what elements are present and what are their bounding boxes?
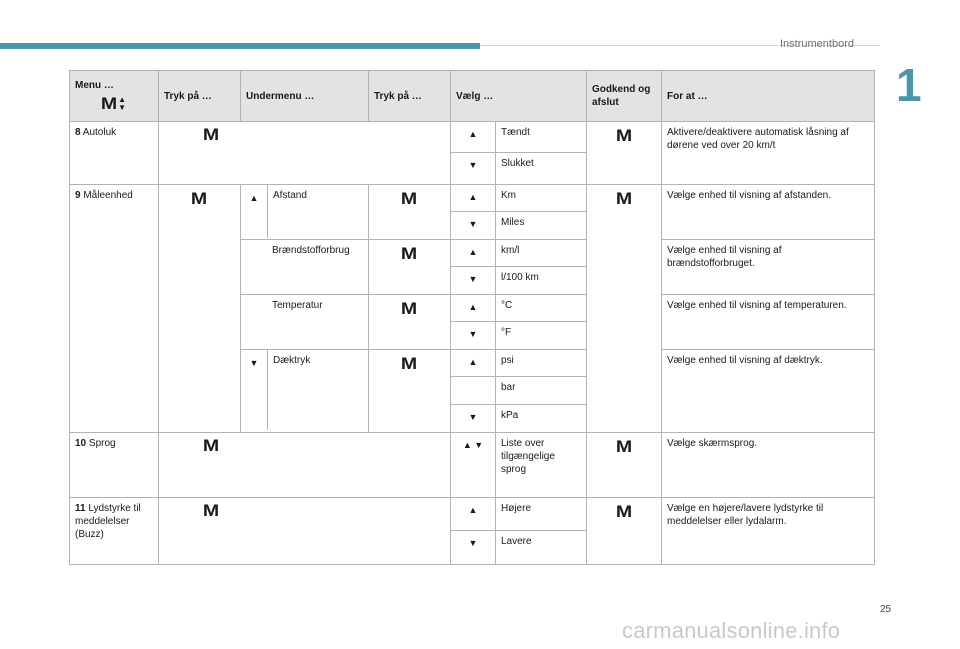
arrow-up-icon: ▲: [468, 192, 478, 202]
select-cell: [451, 377, 587, 405]
arrow-down-icon: ▼: [468, 329, 478, 339]
press-cell: [159, 498, 451, 565]
submenu-label: Temperatur: [272, 300, 323, 311]
select-cell: [451, 295, 587, 322]
press-cell: [369, 295, 451, 350]
table-row: [70, 498, 875, 531]
select-cell: [451, 322, 587, 350]
option-label: kPa: [501, 410, 519, 421]
menu-cell-autoluk: 8 Autoluk: [70, 122, 159, 185]
menu-table: [69, 70, 875, 565]
table-header-row: [70, 71, 875, 122]
select-cell: [451, 350, 587, 377]
press-cell: [369, 185, 451, 240]
table-row: [70, 185, 875, 212]
option-label: Slukket: [501, 158, 534, 169]
select-cell: [451, 433, 587, 498]
col-press-1: Tryk på …: [159, 71, 241, 122]
col-select: Vælg …: [451, 71, 587, 122]
m-button-icon: M: [615, 437, 633, 456]
select-cell: [451, 531, 587, 565]
press-cell: [369, 240, 451, 295]
table-row: [70, 122, 875, 153]
arrow-down-icon: ▼: [468, 538, 478, 548]
page-number: 25: [880, 604, 892, 615]
submenu-label: Brændstofforbrug: [272, 245, 350, 256]
arrow-down-icon: ▼: [468, 274, 478, 284]
select-cell: [451, 122, 587, 153]
option-label: Liste over tilgængelige sprog: [501, 438, 555, 475]
m-up-down-icon: M ▲ ▼: [100, 94, 127, 113]
select-cell: [451, 185, 587, 212]
select-cell: [451, 405, 587, 433]
confirm-cell: [587, 498, 662, 565]
arrow-up-icon: ▲: [468, 129, 478, 139]
purpose-cell: Vælge en højere/lavere lydstyrke til meddelelser eller lydalarm.: [662, 498, 875, 565]
chapter-number: 1: [896, 59, 922, 111]
press-cell: [159, 433, 451, 498]
submenu-cell: [241, 350, 369, 433]
purpose-cell: Aktivere/deaktivere automatisk låsning af dørene ved over 20 km/t: [662, 122, 875, 185]
confirm-cell: [587, 122, 662, 185]
option-label: Højere: [501, 503, 532, 514]
arrow-down-icon: ▼: [468, 160, 478, 170]
col-purpose: For at …: [662, 71, 875, 122]
option-label: bar: [501, 382, 516, 393]
purpose-cell: Vælge enhed til visning af brændstofforbruget.: [662, 240, 875, 295]
submenu-label: Dæktryk: [273, 355, 311, 366]
select-cell: [451, 153, 587, 185]
purpose-cell: Vælge enhed til visning af dæktryk.: [662, 350, 875, 433]
m-button-icon: M: [202, 436, 220, 455]
m-button-icon: M: [401, 244, 418, 263]
menu-cell-maaleenhed: 9 Måleenhed: [70, 185, 159, 433]
m-button-icon: M: [615, 189, 633, 208]
menu-cell-lydstyrke: 11 Lydstyrke til meddelelser (Buzz): [70, 498, 159, 565]
submenu-cell: [241, 295, 369, 350]
m-button-icon: M: [191, 189, 208, 208]
m-button-icon: M: [401, 189, 418, 208]
arrow-down-icon: ▼: [249, 358, 259, 368]
option-label: psi: [501, 355, 514, 366]
option-label: °F: [501, 327, 512, 338]
option-label: °C: [501, 300, 513, 311]
m-button-icon: M: [202, 501, 220, 520]
select-cell: [451, 267, 587, 295]
submenu-label: Afstand: [273, 190, 307, 201]
col-menu-label: Menu …: [75, 80, 114, 91]
press-cell: [159, 185, 241, 433]
watermark: carmanualsonline.info: [622, 618, 841, 643]
menu-cell-sprog: 10 Sprog: [70, 433, 159, 498]
arrow-up-down-icon: ▲ ▼: [462, 440, 484, 450]
submenu-cell: [241, 240, 369, 295]
purpose-cell: Vælge skærmsprog.: [662, 433, 875, 498]
col-confirm: Godkend og afslut: [587, 71, 662, 122]
option-label: Miles: [501, 217, 525, 228]
purpose-cell: Vælge enhed til visning af afstanden.: [662, 185, 875, 240]
m-button-icon: M: [615, 502, 633, 521]
option-label: Lavere: [501, 536, 532, 547]
col-press-2: Tryk på …: [369, 71, 451, 122]
press-cell: [369, 350, 451, 433]
option-label: Km: [501, 190, 516, 201]
option-label: l/100 km: [501, 272, 539, 283]
arrow-up-icon: ▲: [249, 193, 259, 203]
select-cell: [451, 240, 587, 267]
submenu-cell: [241, 185, 369, 240]
confirm-cell: [587, 433, 662, 498]
arrow-up-icon: ▲: [468, 247, 478, 257]
m-button-icon: M: [401, 299, 418, 318]
col-menu: [70, 71, 159, 122]
header-accent-bar: [0, 43, 480, 49]
m-button-icon: M: [615, 126, 633, 145]
option-label: Tændt: [501, 127, 530, 138]
m-button-icon: M: [401, 354, 418, 373]
arrow-up-icon: ▲: [468, 505, 478, 515]
table-row: [70, 433, 875, 498]
arrow-down-icon: ▼: [468, 412, 478, 422]
m-button-icon: M: [202, 125, 220, 144]
col-submenu: Undermenu …: [241, 71, 369, 122]
section-title: Instrumentbord: [780, 38, 854, 50]
purpose-cell: Vælge enhed til visning af temperaturen.: [662, 295, 875, 350]
select-cell: [451, 498, 587, 531]
arrow-up-icon: ▲: [468, 302, 478, 312]
press-cell: [159, 122, 451, 185]
arrow-down-icon: ▼: [468, 219, 478, 229]
confirm-cell: [587, 185, 662, 433]
arrow-up-icon: ▲: [468, 357, 478, 367]
select-cell: [451, 212, 587, 240]
option-label: km/l: [501, 245, 520, 256]
